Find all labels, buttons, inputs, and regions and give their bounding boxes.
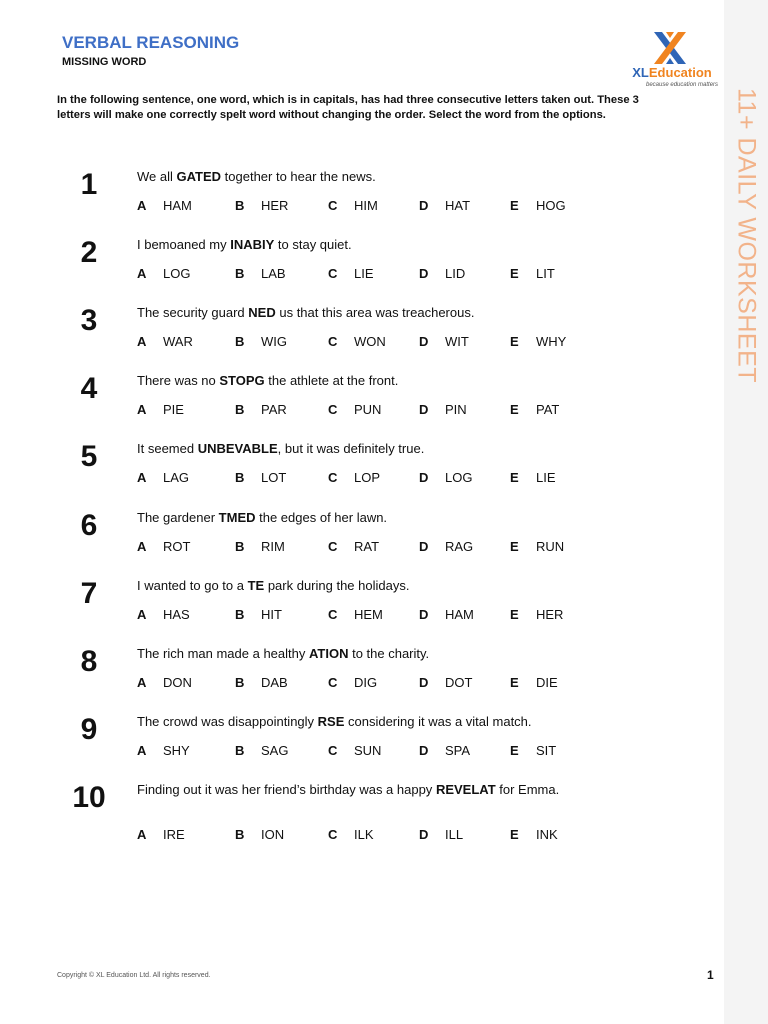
option-letter: A xyxy=(137,675,147,690)
answer-option-d[interactable] xyxy=(419,402,467,417)
answer-option-b[interactable] xyxy=(235,266,286,281)
answer-option-a[interactable] xyxy=(137,743,190,758)
option-text: PAT xyxy=(536,402,560,417)
option-text: SUN xyxy=(354,743,382,758)
answer-option-e[interactable] xyxy=(510,743,556,758)
option-letter: A xyxy=(137,607,147,622)
option-letter: C xyxy=(328,827,338,842)
answer-option-e[interactable] xyxy=(510,198,566,213)
sentence-after: , but it was definitely true. xyxy=(277,441,425,456)
logo-x-mark-icon xyxy=(650,28,690,68)
question-number: 3 xyxy=(80,304,98,337)
answer-option-d[interactable] xyxy=(419,675,472,690)
capitalised-word: TMED xyxy=(218,510,256,525)
option-letter: E xyxy=(510,198,519,213)
option-letter: D xyxy=(419,743,429,758)
option-letter: A xyxy=(137,539,147,554)
answer-option-e[interactable] xyxy=(510,470,556,485)
option-text: DIG xyxy=(354,675,378,690)
sentence-before: It seemed xyxy=(137,441,198,456)
sentence-before: The gardener xyxy=(137,510,219,525)
option-text: LOG xyxy=(445,470,473,485)
option-letter: D xyxy=(419,266,429,281)
answer-option-d[interactable] xyxy=(419,539,473,554)
page-title: VERBAL REASONING xyxy=(62,33,240,52)
answer-option-c[interactable] xyxy=(328,827,374,842)
option-letter: C xyxy=(328,198,338,213)
option-letter: B xyxy=(235,539,245,554)
option-text: DIE xyxy=(536,675,558,690)
option-text: LAG xyxy=(163,470,190,485)
answer-option-b[interactable] xyxy=(235,334,287,349)
answer-option-a[interactable] xyxy=(137,334,193,349)
question-sentence xyxy=(137,782,577,798)
option-text: PIE xyxy=(163,402,184,417)
option-letter: D xyxy=(419,198,429,213)
sentence-after: to stay quiet. xyxy=(274,237,352,252)
question-sentence xyxy=(137,646,577,662)
sentence-before: I wanted to go to a xyxy=(137,578,248,593)
option-text: HER xyxy=(536,607,564,622)
question-sentence xyxy=(137,237,577,253)
logo-wordmark-xl: XL xyxy=(632,65,649,80)
option-letter: C xyxy=(328,743,338,758)
option-letter: E xyxy=(510,334,519,349)
question-sentence xyxy=(137,714,577,730)
answer-option-d[interactable] xyxy=(419,827,463,842)
option-text: ROT xyxy=(163,539,191,554)
option-letter: A xyxy=(137,402,147,417)
answer-option-c[interactable] xyxy=(328,402,381,417)
answer-option-e[interactable] xyxy=(510,607,563,622)
capitalised-word: GATED xyxy=(176,169,222,184)
answer-option-b[interactable] xyxy=(235,402,287,417)
sentence-before: The crowd was disappointingly xyxy=(137,714,318,729)
answer-option-c[interactable] xyxy=(328,607,383,622)
sentence-after: together to hear the news. xyxy=(221,169,376,184)
answer-option-d[interactable] xyxy=(419,743,470,758)
answer-option-a[interactable] xyxy=(137,607,190,622)
question-number: 8 xyxy=(80,645,98,678)
option-letter: B xyxy=(235,198,245,213)
sentence-after: considering it was a vital match. xyxy=(344,714,532,729)
question-number: 6 xyxy=(80,509,98,542)
answer-option-e[interactable] xyxy=(510,334,566,349)
option-letter: C xyxy=(328,539,338,554)
logo-wordmark xyxy=(624,65,720,80)
option-text: HAM xyxy=(163,198,192,213)
question-number: 2 xyxy=(80,236,98,269)
option-text: PAR xyxy=(261,402,287,417)
option-text: HAS xyxy=(163,607,190,622)
answer-option-e[interactable] xyxy=(510,539,564,554)
option-text: DOT xyxy=(445,675,473,690)
option-text: LIT xyxy=(536,266,555,281)
option-letter: C xyxy=(328,334,338,349)
option-text: RAT xyxy=(354,539,380,554)
option-letter: E xyxy=(510,827,519,842)
question-number: 1 xyxy=(80,168,98,201)
option-letter: C xyxy=(328,607,338,622)
answer-option-c[interactable] xyxy=(328,539,379,554)
sentence-after: for Emma. xyxy=(495,782,560,797)
option-letter: C xyxy=(328,470,338,485)
option-text: HAM xyxy=(445,607,474,622)
option-letter: B xyxy=(235,334,245,349)
option-text: LIE xyxy=(536,470,556,485)
option-text: HOG xyxy=(536,198,566,213)
answer-option-a[interactable] xyxy=(137,266,190,281)
question-sentence xyxy=(137,373,577,389)
option-text: HIT xyxy=(261,607,282,622)
option-letter: C xyxy=(328,266,338,281)
capitalised-word: ATION xyxy=(308,646,349,661)
option-text: PIN xyxy=(445,402,467,417)
option-letter: D xyxy=(419,402,429,417)
option-letter: D xyxy=(419,470,429,485)
capitalised-word: STOPG xyxy=(219,373,265,388)
answer-option-d[interactable] xyxy=(419,334,469,349)
logo-tagline: because education matters xyxy=(646,82,719,88)
question-number: 9 xyxy=(80,713,98,746)
question-number: 5 xyxy=(80,440,98,473)
option-letter: E xyxy=(510,402,519,417)
option-text: WIT xyxy=(445,334,469,349)
option-letter: C xyxy=(328,402,338,417)
answer-option-c[interactable] xyxy=(328,743,381,758)
sentence-before: There was no xyxy=(137,373,220,388)
option-text: LOP xyxy=(354,470,381,485)
option-text: WHY xyxy=(536,334,567,349)
question-number: 10 xyxy=(72,781,106,814)
sentence-before: The rich man made a healthy xyxy=(137,646,309,661)
option-letter: E xyxy=(510,266,519,281)
option-letter: A xyxy=(137,743,147,758)
answer-option-e[interactable] xyxy=(510,266,555,281)
question-sentence xyxy=(137,305,577,321)
sentence-after: the athlete at the front. xyxy=(264,373,399,388)
option-text: RUN xyxy=(536,539,565,554)
option-text: ILL xyxy=(445,827,464,842)
option-letter: D xyxy=(419,334,429,349)
answer-option-a[interactable] xyxy=(137,827,185,842)
option-letter: E xyxy=(510,539,519,554)
answer-option-c[interactable] xyxy=(328,334,386,349)
option-letter: B xyxy=(235,743,245,758)
answer-option-a[interactable] xyxy=(137,198,192,213)
question-sentence xyxy=(137,578,577,594)
option-letter: B xyxy=(235,402,245,417)
option-text: SHY xyxy=(163,743,190,758)
answer-option-c[interactable] xyxy=(328,266,374,281)
answer-option-c[interactable] xyxy=(328,198,378,213)
option-text: LOG xyxy=(163,266,191,281)
answer-option-b[interactable] xyxy=(235,675,288,690)
option-letter: E xyxy=(510,675,519,690)
option-letter: D xyxy=(419,539,429,554)
option-text: INK xyxy=(536,827,558,842)
answer-option-b[interactable] xyxy=(235,827,284,842)
option-text: SAG xyxy=(261,743,289,758)
option-text: DAB xyxy=(261,675,288,690)
option-letter: B xyxy=(235,827,245,842)
option-letter: B xyxy=(235,266,245,281)
capitalised-word: RSE xyxy=(317,714,345,729)
sentence-after: to the charity. xyxy=(348,646,430,661)
sentence-after: park during the holidays. xyxy=(264,578,410,593)
page-number: 1 xyxy=(707,968,714,982)
option-text: WON xyxy=(354,334,386,349)
option-text: HIM xyxy=(354,198,378,213)
answer-option-e[interactable] xyxy=(510,402,559,417)
option-letter: A xyxy=(137,334,147,349)
option-letter: B xyxy=(235,607,245,622)
option-letter: E xyxy=(510,607,519,622)
answer-option-a[interactable] xyxy=(137,470,189,485)
option-text: LID xyxy=(445,266,466,281)
answer-option-a[interactable] xyxy=(137,402,184,417)
capitalised-word: NED xyxy=(248,305,276,320)
option-letter: E xyxy=(510,743,519,758)
answer-option-a[interactable] xyxy=(137,675,192,690)
sentence-before: The security guard xyxy=(137,305,249,320)
option-text: ILK xyxy=(354,827,374,842)
option-letter: E xyxy=(510,470,519,485)
option-letter: A xyxy=(137,470,147,485)
option-letter: D xyxy=(419,607,429,622)
question-number: 4 xyxy=(80,372,98,405)
answer-option-e[interactable] xyxy=(510,675,558,690)
option-letter: A xyxy=(137,198,147,213)
option-letter: D xyxy=(419,827,429,842)
option-text: HER xyxy=(261,198,289,213)
capitalised-word: REVELAT xyxy=(435,782,496,797)
sentence-before: We all xyxy=(137,169,177,184)
capitalised-word: TE xyxy=(247,578,265,593)
option-text: ION xyxy=(261,827,285,842)
option-text: SPA xyxy=(445,743,471,758)
option-letter: C xyxy=(328,675,338,690)
answer-option-d[interactable] xyxy=(419,470,472,485)
option-text: LIE xyxy=(354,266,374,281)
option-letter: D xyxy=(419,675,429,690)
sentence-after: the edges of her lawn. xyxy=(255,510,388,525)
option-letter: B xyxy=(235,675,245,690)
option-letter: A xyxy=(137,266,147,281)
option-text: RIM xyxy=(261,539,285,554)
xl-education-logo xyxy=(624,26,720,92)
answer-option-d[interactable] xyxy=(419,607,474,622)
option-text: SIT xyxy=(536,743,557,758)
answer-option-d[interactable] xyxy=(419,198,470,213)
option-text: WIG xyxy=(261,334,287,349)
answer-option-a[interactable] xyxy=(137,539,190,554)
question-sentence xyxy=(137,169,577,185)
answer-option-b[interactable] xyxy=(235,470,286,485)
option-letter: B xyxy=(235,470,245,485)
option-text: WAR xyxy=(163,334,193,349)
answer-option-b[interactable] xyxy=(235,198,288,213)
capitalised-word: UNBEVABLE xyxy=(197,441,278,456)
instructions: In the following sentence, one word, which is in capitals, has had three consecutive letters taken out. These 3 letters will make one correctly spelt word without changing the order. Select the word from the options. xyxy=(57,94,639,121)
option-text: HEM xyxy=(354,607,383,622)
option-text: HAT xyxy=(445,198,471,213)
page-subtitle: MISSING WORD xyxy=(62,56,147,68)
option-text: RAG xyxy=(445,539,474,554)
copyright-notice: Copyright © XL Education Ltd. All rights reserved. xyxy=(57,972,211,979)
option-text: DON xyxy=(163,675,192,690)
option-letter: A xyxy=(137,827,147,842)
option-text: PUN xyxy=(354,402,382,417)
option-text: LAB xyxy=(261,266,286,281)
answer-option-c[interactable] xyxy=(328,675,377,690)
answer-option-b[interactable] xyxy=(235,539,285,554)
capitalised-word: INABIY xyxy=(230,237,275,252)
sentence-before: I bemoaned my xyxy=(137,237,231,252)
side-banner-text: 11+ DAILY WORKSHEET xyxy=(732,88,761,384)
answer-option-c[interactable] xyxy=(328,470,380,485)
answer-option-b[interactable] xyxy=(235,607,282,622)
option-text: LOT xyxy=(261,470,287,485)
sentence-before: Finding out it was her friend’s birthday was a happy xyxy=(137,782,436,797)
sentence-after: us that this area was treacherous. xyxy=(275,305,475,320)
logo-wordmark-education: Education xyxy=(648,65,712,80)
answer-option-e[interactable] xyxy=(510,827,558,842)
answer-option-b[interactable] xyxy=(235,743,288,758)
answer-option-d[interactable] xyxy=(419,266,465,281)
question-sentence xyxy=(137,510,577,526)
question-number: 7 xyxy=(80,577,98,610)
question-sentence xyxy=(137,441,577,457)
option-text: IRE xyxy=(163,827,185,842)
